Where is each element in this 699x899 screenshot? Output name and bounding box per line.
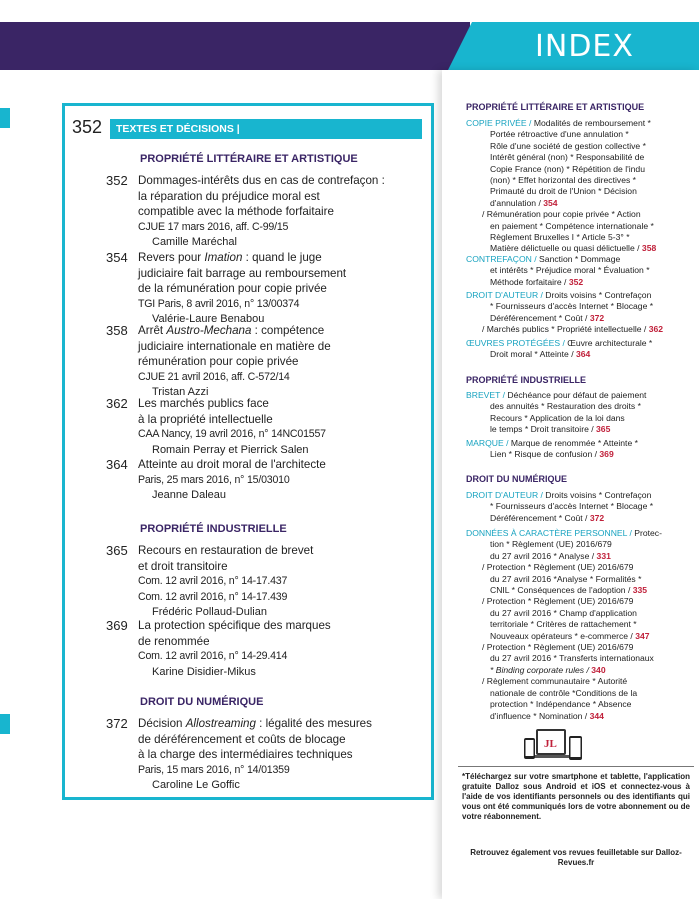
entry-title-line: de la rémunération pour copie privée bbox=[138, 282, 327, 295]
index-entry-oeuvres-protegees: ŒUVRES PROTÉGÉES / Œuvre architecturale * Droit moral * Atteinte / 364 bbox=[466, 338, 653, 360]
entry-title-line: judiciaire internationale en matière de bbox=[138, 339, 331, 353]
entry-title-line: Dommages-intérêts dus en cas de contrefaçon : bbox=[138, 174, 385, 187]
entry-title-line: Les marchés publics face bbox=[138, 397, 269, 410]
entry-reference: Com. 12 avril 2016, n° 14-29.414 bbox=[138, 650, 288, 662]
index-entry-droit-auteur-numerique: DROIT D'AUTEUR / Droits voisins * Contrefaçon * Fournisseurs d'accès Internet * Blocage * Déréférencement * Coût / 372 bbox=[466, 490, 654, 523]
index-entry-droit-auteur: DROIT D'AUTEUR / Droits voisins * Contrefaçon * Fournisseurs d'accès Internet * Blocage * Déréférencement * Coût / 372 / Marchés publics * Propriété intellectuelle / 362 bbox=[466, 290, 664, 335]
index-entry-donnees-personnelles: DONNÉES À CARACTÈRE PERSONNEL / Protec- tion * Règlement (UE) 2016/679 du 27 avril 2016 * Analyse / 331 / Protection * Règlement (UE) 2016/679 du 27 avril 2016 *Analyse * Formalités * CNIL * Conséquences de l'adoption / 335 / Protection * Règlement (UE) 2016/679 du 27 avril 2016 * Champ d'application territoriale * Critères de rattachement * Nouveaux opérateurs * e-commerce / 347 / Protection * Règlement (UE) 2016/679 du 27 avril 2016 * Transferts internationaux * Binding corporate rules / 340 / Règlement communautaire * Autorité nationale de contrôle *Conditions de la protection * Indépendance * Absence d'influence * Nomination / 344 bbox=[466, 528, 662, 721]
entry-page-number: 358 bbox=[106, 323, 128, 338]
entry-reference: CJUE 17 mars 2016, aff. C-99/15 bbox=[138, 220, 289, 233]
entry-reference: Paris, 25 mars 2016, n° 15/03010 bbox=[138, 473, 290, 486]
note-divider bbox=[458, 766, 694, 767]
entry-title-line: Décision Allostreaming : légalité des mesures bbox=[138, 717, 372, 730]
edge-tab-top bbox=[0, 108, 10, 128]
index-entry-brevet: BREVET / Déchéance pour défaut de paiement des annuités * Restauration des droits * Recours * Application de la loi dans le temps * Droit transitoire / 365 bbox=[466, 390, 647, 435]
entry-title-line: La protection spécifique des marques bbox=[138, 619, 331, 632]
entry-page-number: 365 bbox=[106, 543, 128, 558]
entry-author: Jeanne Daleau bbox=[152, 489, 227, 501]
entry-title-line: de déréférencement et coûts de blocage bbox=[138, 732, 346, 746]
section-page-number: 352 bbox=[72, 117, 103, 137]
entry-author: Valérie-Laure Benabou bbox=[152, 313, 265, 325]
entry-author: Karine Disidier-Mikus bbox=[152, 665, 256, 678]
entry-title-line: à la charge des intermédiaires techniques bbox=[138, 748, 353, 761]
entry-page-number: 352 bbox=[106, 173, 128, 188]
entry-reference: Com. 12 avril 2016, n° 14-17.439 bbox=[138, 590, 288, 603]
entry-page-number: 364 bbox=[106, 457, 128, 472]
group-heading: DROIT DU NUMÉRIQUE bbox=[140, 696, 264, 708]
svg-text:JL: JL bbox=[544, 738, 557, 750]
toc-entry[interactable] bbox=[106, 618, 428, 680]
toc-entry[interactable] bbox=[106, 323, 428, 401]
edge-tab-bottom bbox=[0, 714, 10, 734]
entry-title-line: de renommée bbox=[138, 634, 210, 648]
app-download-note: *Téléchargez sur votre smartphone et tablette, l'application gratuite Dalloz sous Android et iOS et connectez-vous à l'aide de vos identifiants personnels ou des identifiants qui vous ont été communiqués lors de votre abonnement ou de votre réabonnement. bbox=[462, 772, 690, 821]
toc-entry[interactable] bbox=[106, 250, 428, 328]
entry-title-line: compatible avec la méthode forfaitaire bbox=[138, 205, 334, 218]
index-heading: PROPRIÉTÉ INDUSTRIELLE bbox=[466, 375, 587, 385]
header-banner-purple bbox=[0, 22, 470, 70]
entry-title-line: et droit transitoire bbox=[138, 559, 228, 573]
toc-entry[interactable] bbox=[106, 716, 428, 794]
entry-title-line: rémunération pour copie privée bbox=[138, 355, 299, 368]
entry-reference: TGI Paris, 8 avril 2016, n° 13/00374 bbox=[138, 297, 300, 310]
entry-title-line: Recours en restauration de brevet bbox=[138, 544, 314, 557]
entry-author: Camille Maréchal bbox=[152, 236, 237, 248]
entry-reference: Com. 12 avril 2016, n° 14-17.437 bbox=[138, 575, 288, 587]
entry-title-line: la réparation du préjudice moral est bbox=[138, 189, 320, 203]
index-heading: PROPRIÉTÉ LITTÉRAIRE ET ARTISTIQUE bbox=[466, 102, 645, 112]
group-heading: PROPRIÉTÉ INDUSTRIELLE bbox=[140, 523, 287, 535]
toc-entry[interactable] bbox=[106, 543, 428, 621]
index-heading: DROIT DU NUMÉRIQUE bbox=[466, 474, 567, 484]
index-title: INDEX bbox=[535, 29, 634, 64]
entry-page-number: 362 bbox=[106, 396, 128, 411]
entry-title-line: Revers pour Imation : quand le juge bbox=[138, 251, 322, 264]
index-entry-marque: MARQUE / Marque de renommée * Atteinte * Lien * Risque de confusion / 369 bbox=[466, 438, 638, 460]
entry-title-line: Atteinte au droit moral de l'architecte bbox=[138, 458, 326, 471]
entry-title-line: à la propriété intellectuelle bbox=[138, 412, 273, 426]
index-entry-copie-privee: COPIE PRIVÉE / Modalités de remboursement * Portée rétroactive d'une annulation * Rôle d'une société de gestion collective * Intérêt général (non) * Responsabilité de Copie France (non) * Répétition de l'indu (non) * Effet horizontal des directives * Primauté du droit de l'Union * Décision d'annulation / 354 / Rémunération pour copie privée * Action en paiement * Compétence internationale * Règlement Bruxelles I * Article 5-3° * Matière délictuelle ou quasi délictuelle / 358 bbox=[466, 118, 657, 254]
index-entry-contrefacon: CONTREFAÇON / Sanction * Dommage et intérêts * Préjudice moral * Évaluation * Méthode forfaitaire / 352 bbox=[466, 254, 650, 287]
entry-reference: Paris, 15 mars 2016, n° 14/01359 bbox=[138, 763, 290, 776]
entry-author: Romain Perray et Pierrick Salen bbox=[152, 443, 309, 456]
entry-author: Frédéric Pollaud-Dulian bbox=[152, 606, 267, 618]
toc-entry[interactable] bbox=[106, 457, 428, 504]
group-heading: PROPRIÉTÉ LITTÉRAIRE ET ARTISTIQUE bbox=[140, 153, 358, 165]
entry-author: Tristan Azzi bbox=[152, 386, 209, 398]
section-label: TEXTES ET DÉCISIONS | bbox=[110, 119, 422, 139]
toc-entry[interactable] bbox=[106, 396, 428, 458]
devices-icon bbox=[522, 728, 584, 762]
entry-title-line: judiciaire fait barrage au remboursement bbox=[138, 266, 347, 280]
entry-page-number: 369 bbox=[106, 618, 128, 633]
entry-reference: CJUE 21 avril 2016, aff. C-572/14 bbox=[138, 370, 290, 383]
entry-page-number: 372 bbox=[106, 716, 128, 731]
entry-title-line: Arrêt Austro-Mechana : compétence bbox=[138, 324, 325, 337]
entry-reference: CAA Nancy, 19 avril 2016, n° 14NC01557 bbox=[138, 428, 326, 440]
entry-page-number: 354 bbox=[106, 250, 128, 265]
revues-note: Retrouvez également vos revues feuilletable sur Dalloz-Revues.fr bbox=[470, 848, 682, 867]
entry-author: Caroline Le Goffic bbox=[152, 779, 240, 791]
toc-entry[interactable] bbox=[106, 173, 428, 251]
